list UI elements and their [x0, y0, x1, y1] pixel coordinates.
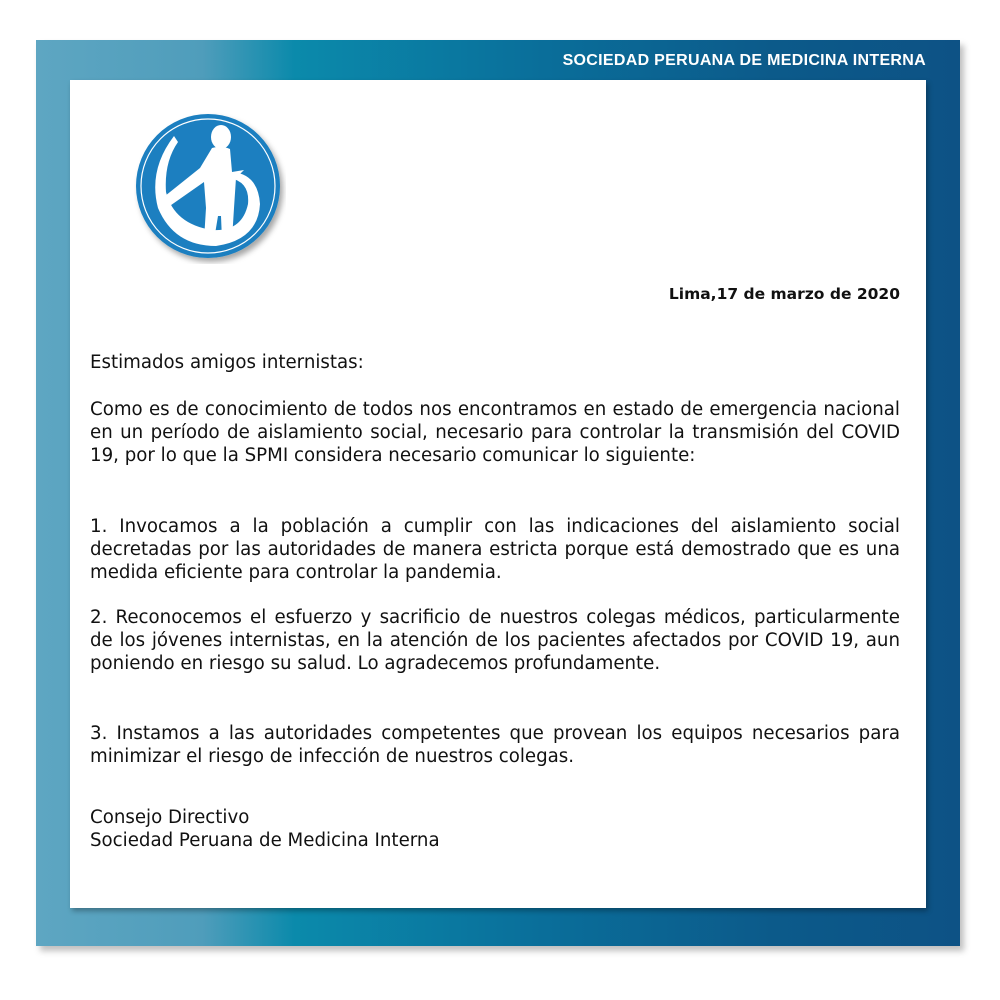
spmi-logo-icon — [134, 112, 286, 264]
point-3: 3. Instamos a las autoridades competentes que provean los equipos necesarios para minimizar el riesgo de infección de nuestros colegas. — [90, 723, 900, 767]
letter-date: Lima,17 de marzo de 2020 — [668, 285, 900, 303]
intro-paragraph: Como es de conocimiento de todos nos encontramos en estado de emergencia nacional en un período de aislamiento social, necesario para controlar la transmisión del COVID 19, por lo que la SPMI considera necesario comunicar lo siguiente: — [90, 399, 900, 466]
point-2: 2. Reconocemos el esfuerzo y sacrificio de nuestros colegas médicos, particularmente de los jóvenes internistas, en la atención de los pacientes afectados por COVID 19, aun poniendo en riesgo su salud. Lo agradecemos profundamente. — [90, 607, 900, 674]
salutation: Estimados amigos internistas: — [90, 352, 364, 373]
point-1: 1. Invocamos a la población a cumplir con las indicaciones del aislamiento social decretadas por las autoridades de manera estricta porque está demostrado que es una medida eficiente para controlar la pandemia. — [90, 516, 900, 583]
organization-header: SOCIEDAD PERUANA DE MEDICINA INTERNA — [562, 52, 926, 69]
signature-society: Sociedad Peruana de Medicina Interna — [90, 830, 440, 851]
signature-council: Consejo Directivo — [90, 807, 250, 828]
